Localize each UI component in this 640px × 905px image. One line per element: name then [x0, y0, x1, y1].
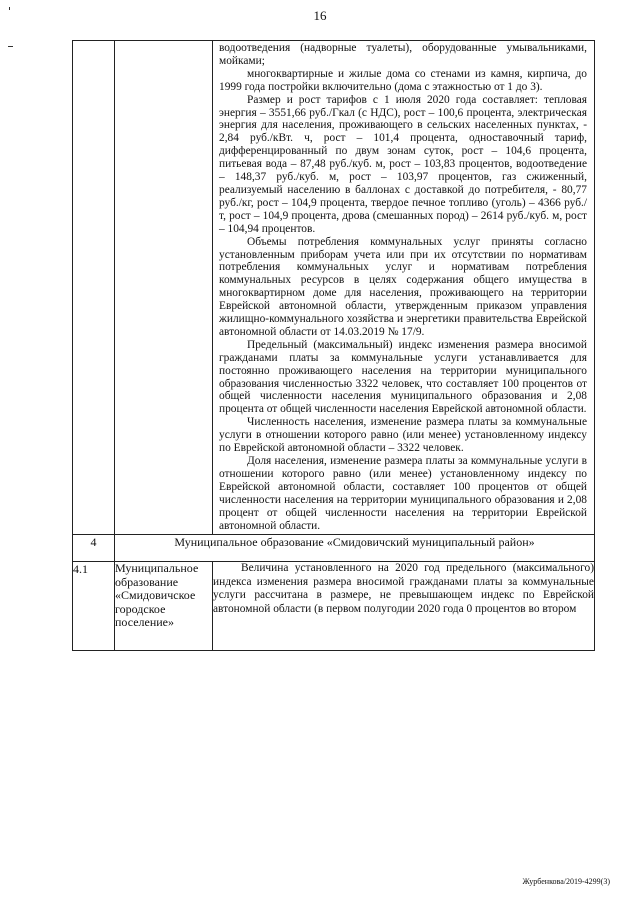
margin-mark — [8, 46, 13, 47]
paragraph: многоквартирные и жилые дома со стенами из камня, кирпича, до 1999 года постройки включительно (дома с этажностью от 1 до 3). — [219, 67, 587, 93]
document-table — [72, 40, 595, 651]
section-number: 4 — [73, 535, 115, 562]
subsection-number: 4.1 — [73, 562, 115, 651]
paragraph: Предельный (максимальный) индекс изменения размера вносимой гражданами платы за коммунальные услуги устанавливается для постоянно проживающего населения на территории муниципального образования численностью 3322 человек, что составляет 100 процентов от общей численности населения муниципального образования и 2,08 процента от общей численности населения Еврейской автономной области. — [219, 338, 587, 416]
footer-code: Журбенкова/2019-4299(3) — [522, 877, 610, 886]
subsection-text-cell — [213, 562, 595, 651]
paragraph: Размер и рост тарифов с 1 июля 2020 года составляет: тепловая энергия – 3551,66 руб./Гкал (с НДС), рост – 100,6 процента, электрическая энергия для населения, проживающего в сельских населенных пунктах, - 2,84 руб./кВт. ч, рост – 101,4 процента, одноставочный тариф, дифференцированный по двум зонам суток, рост – 104,6 процента, питьевая вода – 87,48 руб./куб. м, рост – 103,83 процентов, водоотведение – 148,37 руб./куб. м, рост – 103,97 процентов, газ сжиженный, реализуемый населению в баллонах с доставкой до потребителя, - 80,77 руб./кг, рост – 104,9 процента, твердое печное топливо (уголь) – 4366 руб./т, рост – 104,9 процента, дрова (смешанных пород) – 2614 руб./куб. м, рост – 104,94 процентов. — [219, 93, 587, 235]
paragraph: Величина установленного на 2020 год предельного (максимального) индекса изменения размера вносимой гражданами платы за коммунальные услуги рассчитана в размере, не превышающем индекс по Еврейской автономной области (в первом полугодии 2020 года 0 процентов во втором — [213, 562, 594, 615]
number-cell — [73, 41, 115, 535]
paragraph: водоотведения (надворные туалеты), оборудованные умывальниками, мойками; — [219, 42, 587, 67]
paragraph: Численность населения, изменение размера платы за коммунальные услуги в отношении которого равно (или менее) установленному индексу по Еврейской автономной области – 3322 человек. — [219, 416, 587, 455]
text-cell — [213, 41, 595, 535]
paragraph: Объемы потребления коммунальных услуг приняты согласно установленным приборам учета или при их отсутствии по нормативам потребления коммунальных услуг и нормативам потребления коммунальных ресурсов в целях содержания общего имущества в многоквартирном доме для населения, проживающего на территории Еврейской автономной области, утвержденным приказом управления жилищно-коммунального хозяйства и энергетики правительства Еврейской автономной области от 14.03.2019 № 17/9. — [219, 235, 587, 338]
continuation-row — [73, 41, 595, 535]
section-title: Муниципальное образование «Смидовичский муниципальный район» — [115, 535, 595, 562]
name-cell — [115, 41, 213, 535]
section-row — [73, 535, 595, 562]
subsection-row — [73, 562, 595, 651]
paragraph: Доля населения, изменение размера платы за коммунальные услуги в отношении которого равно (или менее) установленному индексу по Еврейской автономной области, составляет 100 процентов от общей численности населения на территории муниципального образования и 2,08 процент от общей численности населения на территории Еврейской автономной области. — [219, 455, 587, 532]
subsection-name: Муниципальное образование «Смидовичское городское поселение» — [115, 562, 213, 651]
page-number: 16 — [313, 8, 327, 23]
